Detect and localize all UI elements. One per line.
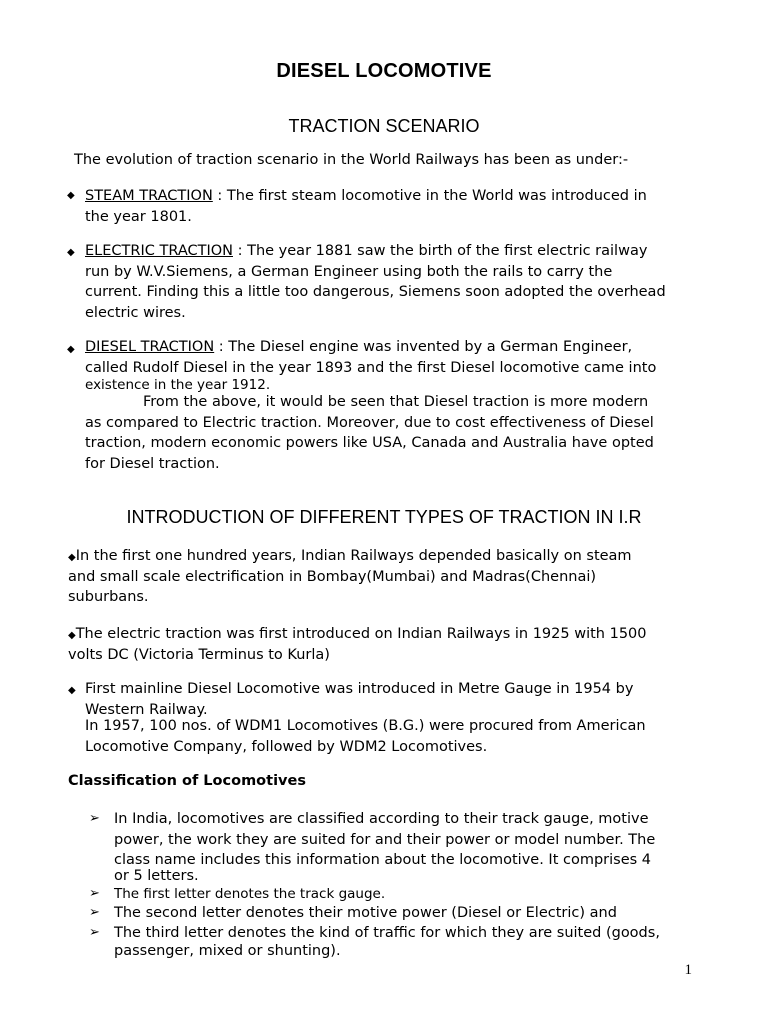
ir-paragraph-2-text: The electric traction was first introduced on Indian Railways in 1925 with 1500 — [75, 626, 647, 642]
diamond-bullet-icon: ◆ — [68, 630, 76, 641]
arrow-bullet-icon: ➢ — [89, 925, 100, 940]
diesel-traction-line5: as compared to Electric traction. Moreover, due to cost effectiveness of Diesel — [85, 414, 654, 431]
classification-item-4-line1: The third letter denotes the kind of traffic for which they are suited (goods, — [114, 925, 660, 941]
ir-paragraph-1-text: In the first one hundred years, Indian Railways depended basically on steam — [75, 548, 632, 564]
classification-item-2: The first letter denotes the track gauge. — [114, 886, 386, 902]
classification-item-1-line1: In India, locomotives are classified according to their track gauge, motive — [114, 811, 649, 827]
document-title: DIESEL LOCOMOTIVE — [276, 60, 492, 82]
arrow-bullet-icon: ➢ — [89, 811, 100, 826]
ir-paragraph-3-line4: Locomotive Company, followed by WDM2 Locomotives. — [85, 738, 488, 755]
electric-traction-label: ELECTRIC TRACTION — [85, 243, 233, 259]
classification-item-1-line2: power, the work they are suited for and their power or model number. The — [114, 831, 656, 848]
diesel-traction-line2: called Rudolf Diesel in the year 1893 and the first Diesel locomotive came into — [85, 359, 657, 376]
section-heading-introduction: INTRODUCTION OF DIFFERENT TYPES OF TRACTION IN I.R — [126, 507, 642, 527]
diesel-traction-line7: for Diesel traction. — [85, 455, 220, 472]
diesel-traction-line6: traction, modern economic powers like USA, Canada and Australia have opted — [85, 435, 654, 451]
diesel-traction-line1 — [85, 337, 632, 358]
steam-traction-line2: the year 1801. — [85, 208, 192, 225]
ir-paragraph-1-line3: suburbans. — [68, 589, 149, 605]
ir-paragraph-2-line1 — [68, 624, 647, 647]
diesel-traction-label: DIESEL TRACTION — [85, 339, 215, 355]
ir-paragraph-1-line1 — [68, 546, 632, 569]
steam-traction-line1 — [85, 186, 647, 207]
section-heading-traction-scenario: TRACTION SCENARIO — [288, 116, 480, 136]
classification-item-4-line2: passenger, mixed or shunting). — [114, 943, 341, 959]
diamond-bullet-icon: ◆ — [67, 344, 75, 355]
ir-paragraph-3-line3: In 1957, 100 nos. of WDM1 Locomotives (B.G.) were procured from American — [85, 718, 646, 734]
electric-traction-line4: electric wires. — [85, 304, 186, 321]
diamond-bullet-icon: ◆ — [68, 685, 76, 696]
classification-item-1-line4: or 5 letters. — [114, 868, 199, 884]
ir-paragraph-2-line2: volts DC (Victoria Terminus to Kurla) — [68, 646, 330, 663]
classification-item-3: The second letter denotes their motive power (Diesel or Electric) and — [114, 905, 617, 921]
diamond-bullet-icon: ◆ — [67, 247, 75, 258]
steam-traction-text: : The first steam locomotive in the World was introduced in — [212, 188, 647, 204]
ir-paragraph-3-line2: Western Railway. — [85, 701, 208, 718]
diamond-bullet-icon: ◆ — [68, 552, 76, 563]
diesel-traction-line4: From the above, it would be seen that Diesel traction is more modern — [143, 394, 649, 410]
electric-traction-line1 — [85, 241, 647, 262]
arrow-bullet-icon: ➢ — [89, 886, 100, 901]
steam-traction-label: STEAM TRACTION — [85, 188, 213, 204]
page-number: 1 — [684, 962, 692, 978]
arrow-bullet-icon: ➢ — [89, 905, 100, 920]
classification-item-1-line3: class name includes this information about the locomotive. It comprises 4 — [114, 852, 652, 868]
classification-heading: Classification of Locomotives — [68, 773, 306, 789]
diesel-traction-text: : The Diesel engine was invented by a German Engineer, — [214, 339, 633, 355]
electric-traction-text: : The year 1881 saw the birth of the first electric railway — [233, 243, 648, 259]
electric-traction-line2: run by W.V.Siemens, a German Engineer using both the rails to carry the — [85, 263, 613, 280]
ir-paragraph-1-line2: and small scale electrification in Bombay(Mumbai) and Madras(Chennai) — [68, 568, 597, 585]
intro-paragraph: The evolution of traction scenario in the World Railways has been as under:- — [74, 152, 629, 168]
diesel-traction-line3: existence in the year 1912. — [85, 377, 271, 393]
electric-traction-line3: current. Finding this a little too dangerous, Siemens soon adopted the overhead — [85, 284, 666, 300]
ir-paragraph-3-line1: First mainline Diesel Locomotive was introduced in Metre Gauge in 1954 by — [85, 681, 634, 697]
diamond-bullet-icon: ◆ — [67, 190, 75, 201]
